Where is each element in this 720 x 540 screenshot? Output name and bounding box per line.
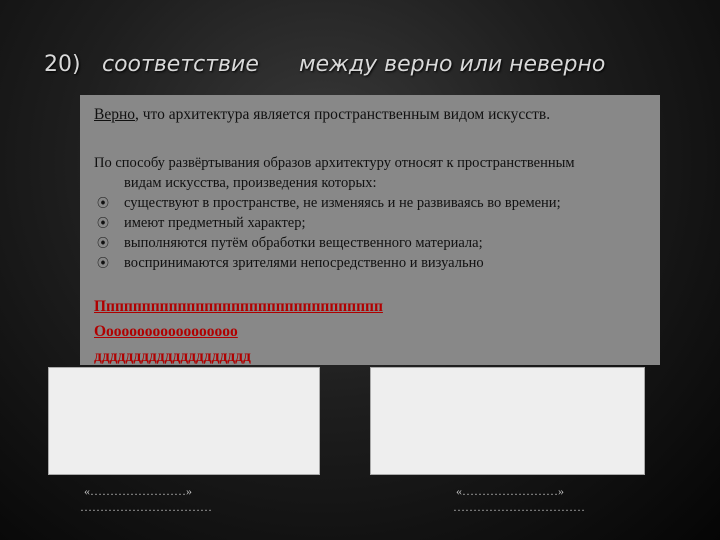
title-number: 20) — [44, 52, 81, 77]
content-panel — [80, 95, 660, 365]
image-placeholder-left — [48, 367, 320, 475]
title-word-2: между верно или неверно — [299, 52, 606, 77]
slide-title — [44, 52, 684, 92]
list-item-text: имеют предметный характер; — [124, 215, 306, 231]
caption-left-dots: …………………………… — [80, 500, 212, 514]
explanation-paragraph — [94, 153, 654, 273]
list-item-text: существуют в пространстве, не изменяясь и не развиваясь во времени; — [124, 195, 561, 211]
list-item-text: воспринимаются зрителями непосредственно и визуально — [124, 255, 484, 271]
red-text-line-1: Пппппппппппппппппппппппппппппппп — [94, 298, 383, 315]
statement-underlined-word: Верно — [94, 106, 136, 123]
caption-left-title: «……………………» — [84, 484, 192, 498]
circled-dot-bullet-icon: ⦿ — [97, 256, 110, 270]
paragraph-line-2: видам искусства, произведения которых: — [124, 175, 377, 191]
statement-line — [94, 106, 550, 124]
circled-dot-bullet-icon: ⦿ — [97, 196, 110, 210]
list-item — [94, 253, 654, 273]
red-text-line-3: дддддддддддддддддддд — [94, 348, 251, 365]
list-item — [94, 193, 654, 213]
list-item-text: выполняются путём обработки вещественного материала; — [124, 235, 483, 251]
list-item — [94, 233, 654, 253]
paragraph-line-1: По способу развёртывания образов архитектуру относят к пространственным — [94, 155, 575, 171]
title-word-1: соответствие — [102, 52, 259, 77]
circled-dot-bullet-icon: ⦿ — [97, 236, 110, 250]
list-item — [94, 213, 654, 233]
statement-rest: , что архитектура является пространственным видом искусств. — [135, 106, 551, 123]
caption-right-dots: …………………………… — [453, 500, 585, 514]
circled-dot-bullet-icon: ⦿ — [97, 216, 110, 230]
caption-right-title: «……………………» — [456, 484, 564, 498]
red-text-line-2: Оооооооооооооооооо — [94, 323, 238, 340]
image-placeholder-right — [370, 367, 645, 475]
